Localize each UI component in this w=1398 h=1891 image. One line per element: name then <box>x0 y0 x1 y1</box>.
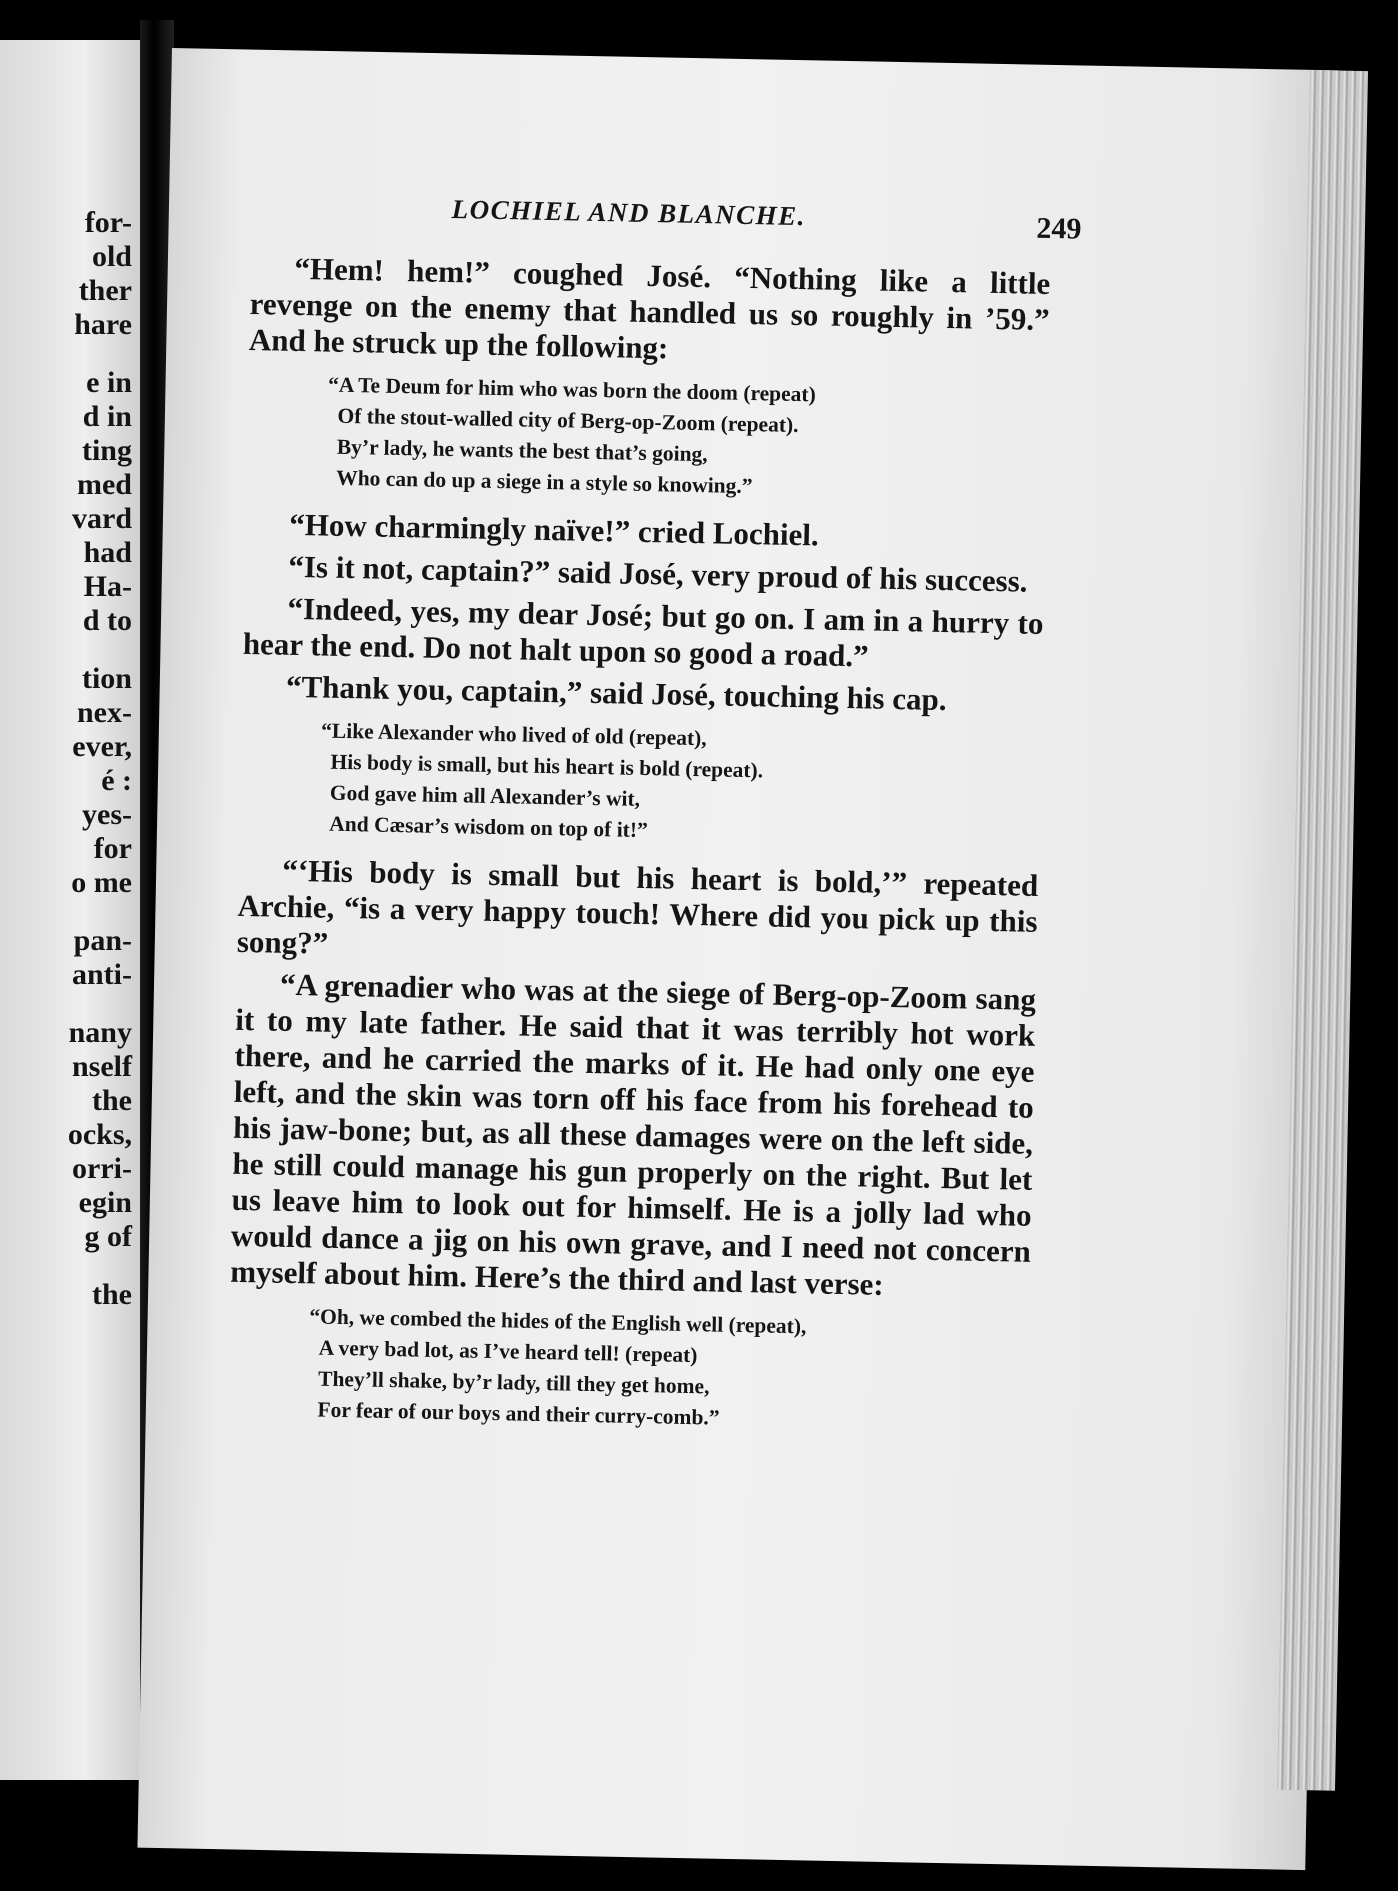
left-page-text-fragment: d to <box>82 604 132 637</box>
verse-line: “Oh, we combed the hides of the English well (repeat), <box>309 1304 807 1339</box>
left-page-text-fragment: ever, <box>72 730 132 763</box>
verse-line: His body is small, but his heart is bold (repeat). <box>330 749 764 783</box>
page-content <box>227 190 1082 1454</box>
paragraph: “Indeed, yes, my dear José; but go on. I am in a hurry to hear the end. Do not halt upon so good a road.” <box>242 590 1044 674</box>
left-page-text-fragment: nself <box>72 1050 132 1083</box>
verse-line: A very bad lot, as I’ve heard tell! (repeat) <box>318 1335 698 1368</box>
left-page-text-fragment: ocks, <box>67 1118 132 1151</box>
verse <box>319 716 1041 854</box>
left-page-text-fragment: tion <box>81 662 132 695</box>
left-page-text-fragment: d in <box>82 400 132 433</box>
paragraph: “Is it not, captain?” said José, very proud of his success. <box>288 548 1028 599</box>
verse-line: “A Te Deum for him who was born the doom (repeat) <box>327 372 817 407</box>
left-page-text-fragment: Ha- <box>83 570 132 603</box>
verse <box>307 1301 1029 1439</box>
verse-line: Who can do up a siege in a style so knowing.” <box>336 465 753 499</box>
verse-line: “Like Alexander who lived of old (repeat), <box>320 718 707 751</box>
page-number: 249 <box>1036 211 1082 246</box>
left-page-text-fragment: the <box>92 1278 132 1311</box>
verse-line: For fear of our boys and their curry-comb.” <box>317 1397 720 1430</box>
left-page-text-fragment: vard <box>72 502 132 535</box>
verse <box>326 370 1048 508</box>
verse-line: By’r lady, he wants the best that’s going, <box>336 434 708 467</box>
left-facing-page <box>0 40 140 1780</box>
verse-line: They’ll shake, by’r lady, till they get home, <box>317 1366 710 1399</box>
left-page-text-fragment: hare <box>74 308 132 341</box>
left-page-text-fragment: the <box>92 1084 132 1117</box>
left-page-text-fragment: pan- <box>73 924 132 957</box>
paragraph: “‘His body is small but his heart is bold,’” repeated Archie, “is a very happy touch! Where did you pick up this song?” <box>236 852 1039 961</box>
paragraph: “A grenadier who was at the siege of Berg-op-Zoom sang it to my late father. He said that it was terribly hot work there, and he carried the marks of it. He had only one eye left, and the skin was torn off his face from his forehead to his jaw-bone; but, as all these damages were on the left side, he still could manage his gun properly on the right. But let us leave him to look out for himself. He is a jolly lad who would dance a jig on his own grave, and I need not concern myself about him. Here’s the third and last verse: <box>229 966 1037 1302</box>
left-page-text-fragment: e in <box>86 366 132 399</box>
left-page-text-fragment: ting <box>81 434 132 467</box>
left-page-text-fragment: nex- <box>77 696 132 729</box>
left-page-text-fragment: orri- <box>72 1152 132 1185</box>
left-page-text-fragment: o me <box>71 866 132 899</box>
left-page-text-fragment: for- <box>84 206 132 239</box>
left-page-text-fragment: had <box>83 536 132 569</box>
left-page-text-fragment: g of <box>84 1220 132 1253</box>
left-page-text-fragment: old <box>91 240 132 273</box>
verse-line: And Cæsar’s wisdom on top of it!” <box>329 811 649 843</box>
left-page-text-fragment: nany <box>68 1016 132 1049</box>
left-page-text-fragment: for <box>93 832 132 865</box>
running-title: LOCHIEL AND BLANCHE. <box>451 194 807 232</box>
left-page-text-fragment: yes- <box>82 798 132 831</box>
paragraph: “Hem! hem!” coughed José. “Nothing like a little revenge on the enemy that handled us so roughly in ’59.” And he struck up the following: <box>248 250 1051 366</box>
paragraph: “How charmingly naïve!” cried Lochiel. <box>288 506 820 553</box>
left-page-text-fragment: é : <box>101 764 132 797</box>
verse-line: Of the stout-walled city of Berg-op-Zoom (repeat). <box>337 403 799 438</box>
left-page-text-fragment: egin <box>78 1186 132 1219</box>
left-page-text-fragment: anti- <box>72 958 132 991</box>
left-page-text-fragment: ther <box>78 274 132 307</box>
left-page-text-fragment: med <box>77 468 132 501</box>
paragraph: “Thank you, captain,” said José, touching his cap. <box>285 668 947 718</box>
page-body <box>227 250 1050 1440</box>
verse-line: God gave him all Alexander’s wit, <box>329 780 641 811</box>
